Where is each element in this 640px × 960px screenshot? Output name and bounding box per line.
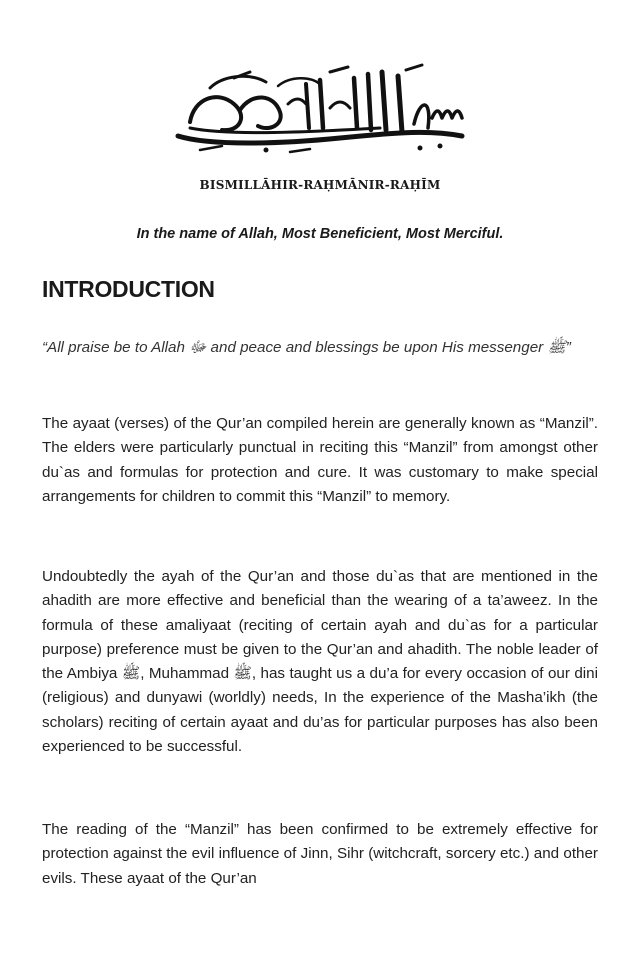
bismillah-calligraphy-icon xyxy=(170,58,470,158)
paragraph-3: The reading of the “Manzil” has been confirmed to be extremely effective for protection against the evil influence of Jinn, Sihr (witchcraft, sorcery etc.) and other evils. These ayaat of the Qur’an xyxy=(42,821,598,887)
translation-subtitle: In the name of Allah, Most Beneficient, Most Merciful. xyxy=(136,226,504,242)
section-title: INTRODUCTION xyxy=(42,276,215,302)
paragraph-2: Undoubtedly the ayah of the Qur’an and those du`as that are mentioned in the ahadith are more effective and beneficial than the wearing of a ta’aweez. In the formula of these amaliyaat (reciting of certain ayah and du`as for a particular purpose) preference must be given to the Qur’an and ahadith. The noble leader of the Ambiya ﷺ, Muhammad ﷺ, has taught us a du’a for every occasion of our dini (religious) and dunyawi (worldly) needs, In the experience of the Masha’ikh (the scholars) reciting of certain ayaat and du’as for particular purposes has also been experienced to be successful. xyxy=(42,568,598,756)
paragraph-1: The ayaat (verses) of the Qur’an compiled herein are generally known as “Manzil”. The elders were particularly punctual in reciting this “Manzil” from amongst other du`as and formulas for protection and cure. It was customary to make special arrangements for children to commit this “Manzil” to memory. xyxy=(42,415,598,505)
transliteration-heading: BISMILLĀHIR-RAḤMĀNIR-RAḤĪM xyxy=(199,178,441,192)
opening-quote: “All praise be to Allah ﷻ and peace and blessings be upon His messenger ﷺ” xyxy=(42,339,571,356)
